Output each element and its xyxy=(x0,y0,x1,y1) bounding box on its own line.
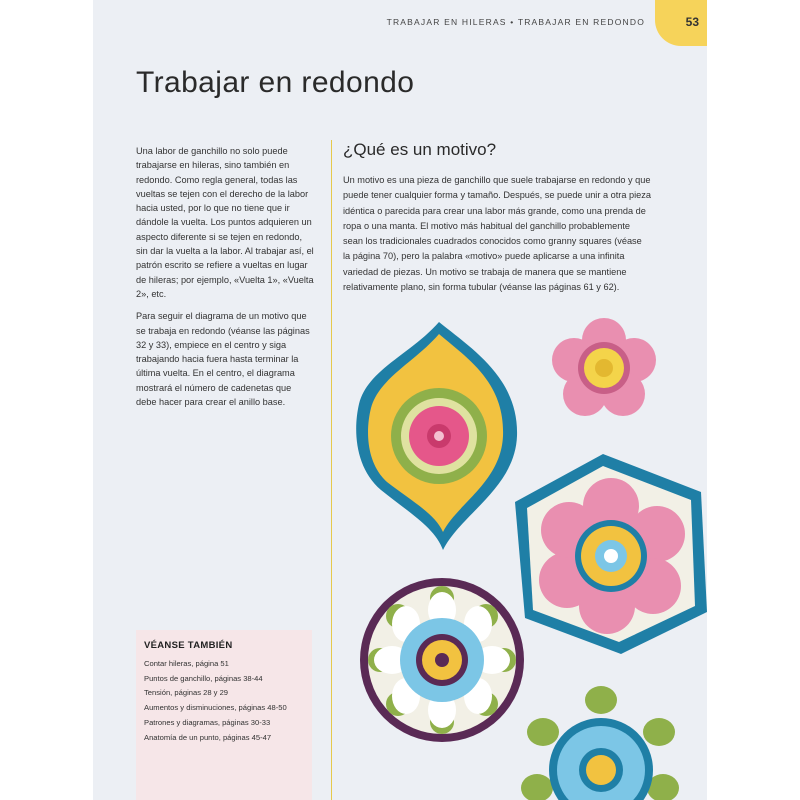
small-pink-flower xyxy=(551,318,657,418)
see-also-item: Contar hileras, página 51 xyxy=(144,659,229,668)
book-page xyxy=(93,0,707,800)
ogee-motif xyxy=(351,318,523,554)
see-also-item: Tensión, páginas 28 y 29 xyxy=(144,688,229,698)
page-number: 53 xyxy=(685,15,699,29)
intro-paragraph-2: Para seguir el diagrama de un motivo que se trabaja en redondo (véanse las páginas 32 y 33), empiece en el centro y siga trabajando hacia fuera hasta terminar la última vuelta. En el centro, el diagrama mostrará el número de cadenetas que debe hacer para crear el anillo base. xyxy=(136,311,310,408)
intro-column xyxy=(136,144,314,417)
bottom-flower-motif xyxy=(513,684,689,800)
see-also-title: VÉANSE TAMBIÉN xyxy=(144,640,233,651)
page-title: Trabajar en redondo xyxy=(136,66,415,99)
running-head: TRABAJAR EN HILERAS • TRABAJAR EN REDONDO xyxy=(386,17,645,27)
round-flower-motif xyxy=(358,576,526,744)
section-body: Un motivo es una pieza de ganchillo que suele trabajarse en redondo y que puede tener cualquier forma y tamaño. Después, se puede unir a otra pieza idéntica o parecida para crear una labor más grande, como una prenda de ropa o una manta. El motivo más habitual del ganchillo probablemente sean los tradicionales cuadrados conocidos como granny squares (véase la página 70), pero la palabra «motivo» puede aplicarse a una infinita variedad de piezas. Un motivo se trabaja de manera que se mantiene relativamente plano, sin forma tubular (véanse las páginas 61 y 62). xyxy=(343,175,651,293)
intro-paragraph-1: Una labor de ganchillo no solo puede trabajarse en hileras, sino también en redondo. Como regla general, todas las vueltas se tejen con el derecho de la labor hacia usted, por lo que no tiene que ir dándole la vuelta. Los puntos adquieren un aspecto diferente si se tejen en redondo, sin dar la vuelta a la labor. Al trabajar así, el patrón escrito se refiere a vueltas en lugar de hileras; por ejemplo, «Vuelta 1», «Vuelta 2», etc. xyxy=(136,146,314,299)
hexagon-flower-motif xyxy=(511,452,707,654)
page-number-badge xyxy=(655,0,707,46)
section-heading: ¿Qué es un motivo? xyxy=(343,140,497,159)
see-also-item: Patrones y diagramas, páginas 30-33 xyxy=(144,717,271,727)
column-divider xyxy=(331,140,332,800)
see-also-item: Anatomía de un punto, páginas 45-47 xyxy=(144,732,272,742)
see-also-list xyxy=(136,657,312,745)
see-also-item: Puntos de ganchillo, páginas 38-44 xyxy=(144,673,263,683)
see-also-item: Aumentos y disminuciones, páginas 48-50 xyxy=(144,703,287,713)
see-also-box xyxy=(136,630,312,800)
